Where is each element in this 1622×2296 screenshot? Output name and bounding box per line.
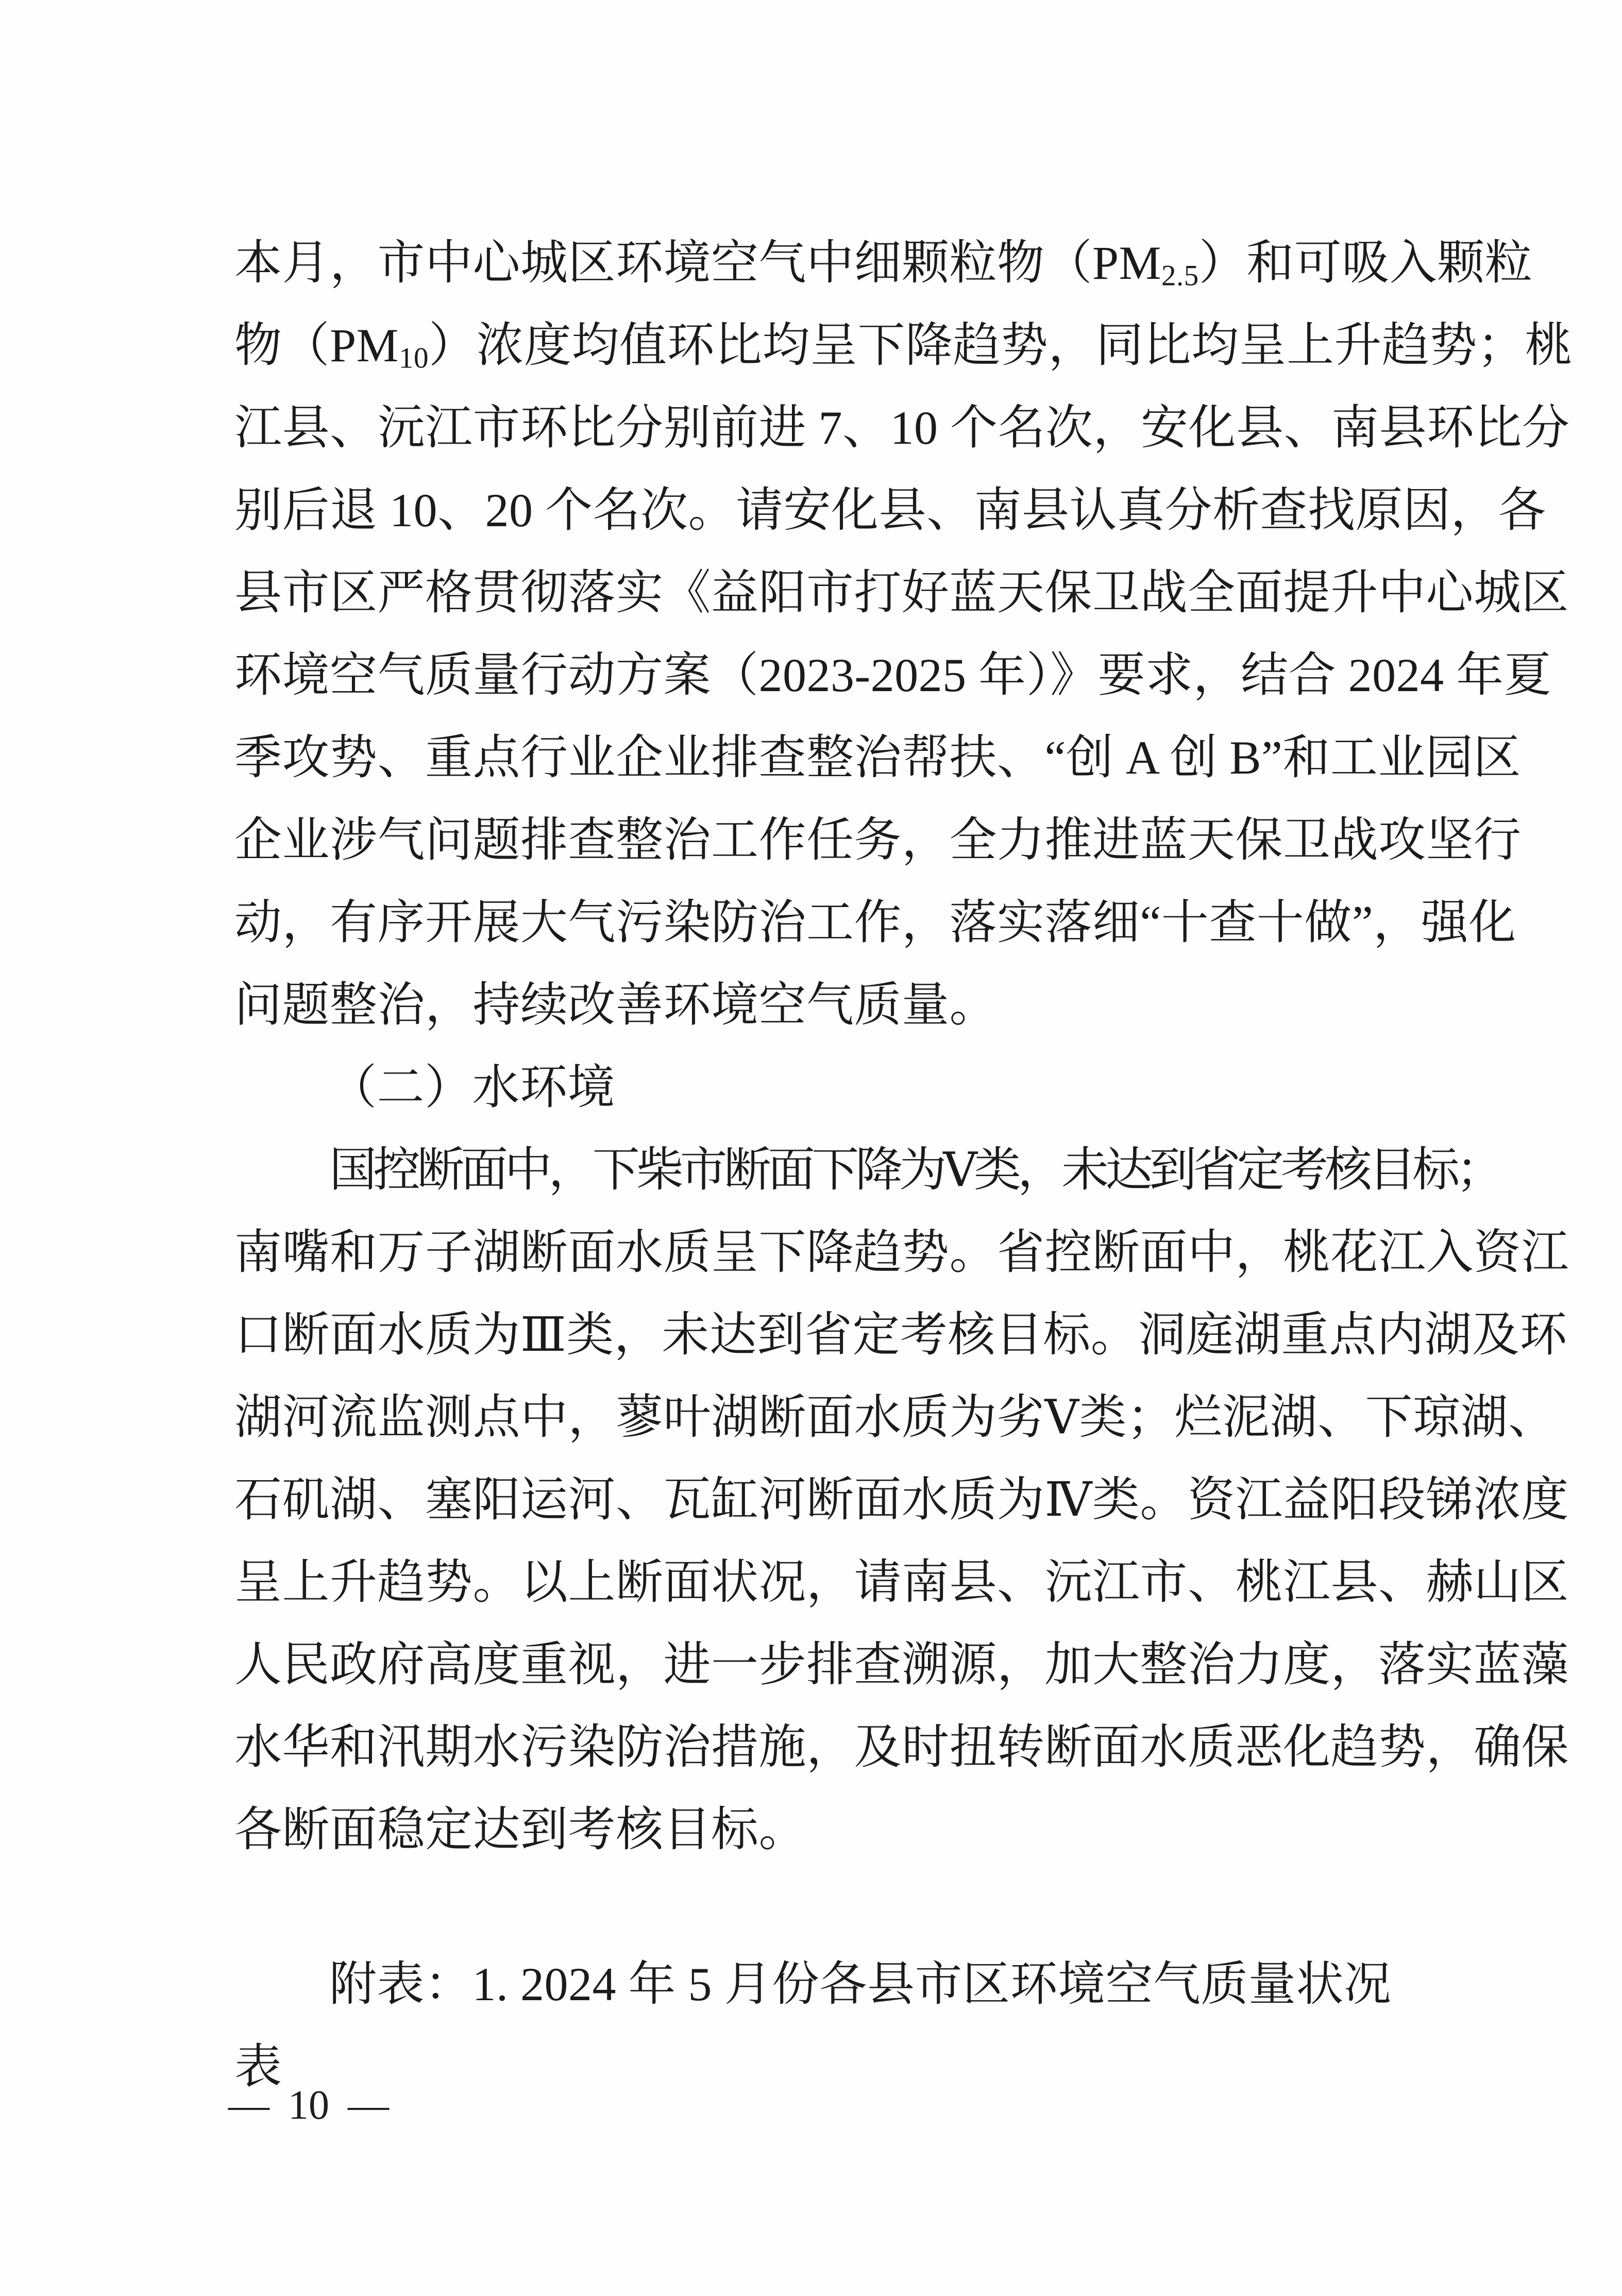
line-text: ）浓度均值环比均呈下降趋势，同比均呈上升趋势；桃	[429, 319, 1573, 372]
paragraph-water-line-8: 水华和汛期水污染防治措施，及时扭转断面水质恶化趋势，确保	[234, 1721, 1569, 1773]
paragraph-air-line-1	[234, 222, 1533, 304]
paragraph-air-line-10: 问题整治，持续改善环境空气质量。	[234, 979, 998, 1031]
paragraph-water-line-3: 口断面水质为Ⅲ类，未达到省定考核目标。洞庭湖重点内湖及环	[234, 1309, 1567, 1361]
pm10-subscript: 10	[398, 342, 429, 375]
paragraph-air-line-9: 动，有序开展大气污染防治工作，落实落细“十查十做”，强化	[234, 896, 1516, 949]
paragraph-water-line-5: 石矶湖、塞阳运河、瓦缸河断面水质为Ⅳ类。资江益阳段锑浓度	[234, 1473, 1569, 1526]
page-number: — 10 —	[228, 2083, 389, 2128]
paragraph-water-line-7: 人民政府高度重视，进一步排查溯源，加大整治力度，落实蓝藻	[234, 1638, 1569, 1691]
document-body	[234, 222, 1573, 2108]
line-text: 本月，市中心城区环境空气中细颗粒物（PM	[234, 237, 1161, 289]
line-text: ）和可吸入颗粒	[1198, 237, 1533, 289]
paragraph-air-line-5: 县市区严格贯彻落实《益阳市打好蓝天保卫战全面提升中心城区	[234, 566, 1569, 619]
line-text: 物（PM	[234, 319, 399, 372]
section-heading-water-environment: （二）水环境	[329, 1061, 616, 1114]
paragraph-water-line-6: 呈上升趋势。以上断面状况，请南县、沅江市、桃江县、赫山区	[234, 1556, 1569, 1608]
paragraph-water-line-9: 各断面稳定达到考核目标。	[234, 1803, 807, 1856]
paragraph-air-line-6: 环境空气质量行动方案（2023-2025 年）》要求，结合 2024 年夏	[234, 649, 1552, 701]
paragraph-air-line-8: 企业涉气问题排查整治工作任务，全力推进蓝天保卫战攻坚行	[234, 814, 1522, 866]
pm25-subscript: 2.5	[1161, 259, 1199, 292]
paragraph-water-line-1: 国控断面中，下柴市断面下降为Ⅴ类，未达到省定考核目标；	[329, 1144, 1500, 1196]
paragraph-air-line-4: 别后退 10、20 个名次。请安化县、南县认真分析查找原因，各	[234, 484, 1546, 537]
paragraph-water-line-4: 湖河流监测点中，蓼叶湖断面水质为劣Ⅴ类；烂泥湖、下琼湖、	[234, 1391, 1556, 1444]
paragraph-water-line-2: 南嘴和万子湖断面水质呈下降趋势。省控断面中，桃花江入资江	[234, 1226, 1569, 1279]
paragraph-air-line-3: 江县、沅江市环比分别前进 7、10 个名次，安化县、南县环比分	[234, 401, 1570, 454]
paragraph-air-line-2	[234, 304, 1573, 387]
appendix-table-note: 附表：1. 2024 年 5 月份各县市区环境空气质量状况表	[234, 1958, 1392, 2093]
paragraph-air-line-7: 季攻势、重点行业企业排查整治帮扶、“创 A 创 B”和工业园区	[234, 731, 1521, 784]
